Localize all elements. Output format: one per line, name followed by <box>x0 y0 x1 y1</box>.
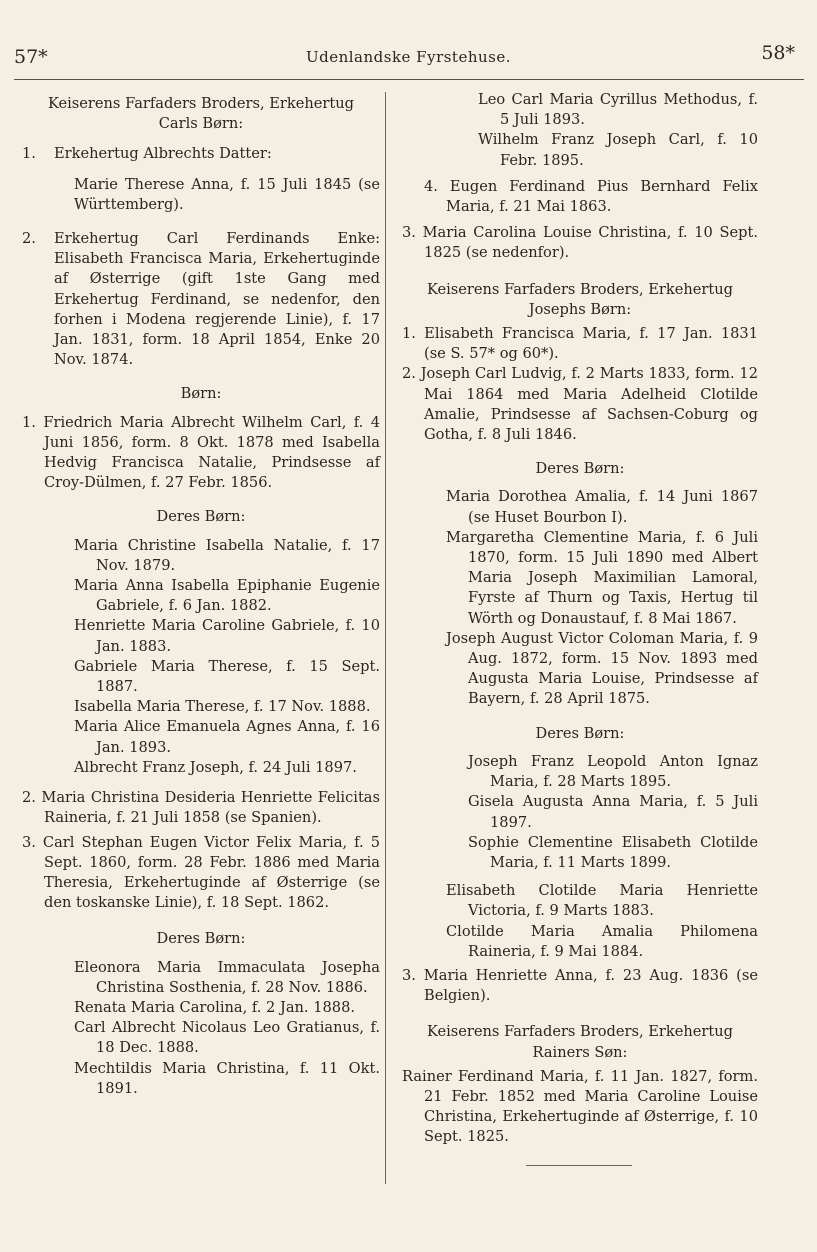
great-grandchild-entry: Joseph Franz Leopold Anton Ignaz Maria, f. 28 Marts 1895. <box>468 752 758 791</box>
list-item <box>22 229 380 370</box>
grandchild-entry: Margaretha Clementine Maria, f. 6 Juli 1870, form. 15 Juli 1890 med Albert Maria Joseph Maximilian Lamoral, Fyrste af Thurn og Taxis, Hertug til Wörth og Donaustauf, f. 8 Mai 1867. <box>446 528 758 627</box>
great-grandchild-entry: Sophie Clementine Elisabeth Clotilde Maria, f. 11 Marts 1899. <box>468 833 758 871</box>
section-heading-carl: Keiserens Farfaders Broders, Erkehertug Carls Børn: <box>47 95 354 133</box>
grandchild-entry: Eleonora Maria Immaculata Josepha Christina Sosthenia, f. 28 Nov. 1886. <box>74 958 380 996</box>
left-column <box>22 88 380 1099</box>
section-heading-joseph: Keiserens Farfaders Broders, Erkehertug Josephs Børn: <box>426 280 733 318</box>
item-number: 2. <box>22 230 36 248</box>
subheading: Deres Børn: <box>535 724 625 742</box>
grandchild-entry: Albrecht Franz Joseph, f. 24 Juli 1897. <box>74 758 357 776</box>
list-item <box>22 144 380 164</box>
grandchild-entry: Carl Albrecht Nicolaus Leo Gratianus, f. 18 Dec. 1888. <box>74 1019 380 1057</box>
column-divider <box>385 92 386 1184</box>
running-title: Udenlandske Fyrstehuse. <box>305 48 512 66</box>
list-item: 1. Elisabeth Francisca Maria, f. 17 Jan. 1831 (se S. 57* og 60*). <box>402 325 758 363</box>
subheading: Deres Børn: <box>156 930 246 948</box>
item-title: Erkehertug Albrechts Datter: <box>54 145 272 163</box>
grandchild-entry: Wilhelm Franz Joseph Carl, f. 10 Febr. 1895. <box>478 131 758 169</box>
entry-text: Marie Therese Anna, f. 15 Juli 1845 (se Württemberg). <box>74 175 380 213</box>
header-rule <box>14 79 804 80</box>
grandchild-entry: Henriette Maria Caroline Gabriele, f. 10 Jan. 1883. <box>74 617 380 655</box>
grandchild-entry: Renata Maria Carolina, f. 2 Jan. 1888. <box>74 998 355 1016</box>
subheading: Børn: <box>180 385 222 403</box>
child-entry: 2. Maria Christina Desideria Henriette Felicitas Raineria, f. 21 Juli 1858 (se Spanien). <box>22 789 380 827</box>
grandchild-entry: Clotilde Maria Amalia Philomena Raineria, f. 9 Mai 1884. <box>446 922 758 960</box>
right-column <box>402 88 758 1148</box>
grandchild-entry: Joseph August Victor Coloman Maria, f. 9 Aug. 1872, form. 15 Nov. 1893 med Augusta Maria Louise, Prindsesse af Bayern, f. 28 April 1875. <box>446 629 758 708</box>
list-item: 3. Maria Carolina Louise Christina, f. 10 Sept. 1825 (se nedenfor). <box>402 224 758 262</box>
child-entry: 4. Eugen Ferdinand Pius Bernhard Felix Maria, f. 21 Mai 1863. <box>424 177 758 216</box>
subheading: Deres Børn: <box>535 460 625 478</box>
grandchild-entry: Mechtildis Maria Christina, f. 11 Okt. 1891. <box>74 1059 380 1097</box>
entry-text: Erkehertug Carl Ferdinands Enke: Elisabeth Francisca Maria, Erkehertuginde af Østerrige (gift 1ste Gang med Erkehertug Ferdinand, se nedenfor, den forhen i Modena regjerende Linie), f. 17 Jan. 1831, form. 18 April 1854, Enke 20 Nov. 1874. <box>54 230 380 369</box>
entry-text: Rainer Ferdinand Maria, f. 11 Jan. 1827, form. 21 Febr. 1852 med Maria Caroline Louise Christina, Erkehertuginde af Østerrige, f. 10 Sept. 1825. <box>402 1067 758 1146</box>
great-grandchild-entry: Gisela Augusta Anna Maria, f. 5 Juli 1897. <box>468 793 758 831</box>
end-rule <box>526 1165 632 1166</box>
grandchild-entry: Maria Anna Isabella Epiphanie Eugenie Gabriele, f. 6 Jan. 1882. <box>74 577 380 615</box>
list-item: 3. Maria Henriette Anna, f. 23 Aug. 1836 (se Belgien). <box>402 966 758 1005</box>
page-number-right: 58* <box>761 42 795 64</box>
child-entry: 3. Carl Stephan Eugen Victor Felix Maria, f. 5 Sept. 1860, form. 28 Febr. 1886 med Maria Theresia, Erkehertuginde af Østerrige (se den toskanske Linie), f. 18 Sept. 1862. <box>22 833 380 912</box>
grandchild-entry: Leo Carl Maria Cyrillus Methodus, f. 5 Juli 1893. <box>478 91 758 129</box>
grandchild-entry: Elisabeth Clotilde Maria Henriette Victoria, f. 9 Marts 1883. <box>446 882 758 920</box>
subheading: Deres Børn: <box>156 508 246 526</box>
grandchild-entry: Maria Alice Emanuela Agnes Anna, f. 16 Jan. 1893. <box>74 718 380 756</box>
child-entry: 1. Friedrich Maria Albrecht Wilhelm Carl, f. 4 Juni 1856, form. 8 Okt. 1878 med Isabella Hedvig Francisca Natalie, Prindsesse af Croy-Dülmen, f. 27 Febr. 1856. <box>22 413 380 492</box>
list-item: 2. Joseph Carl Ludvig, f. 2 Marts 1833, form. 12 Mai 1864 med Maria Adelheid Clotilde Amalie, Prindsesse af Sachsen-Coburg og Gotha, f. 8 Juli 1846. <box>402 365 758 444</box>
page-header <box>0 40 817 80</box>
section-heading-rainer: Keiserens Farfaders Broders, Erkehertug Rainers Søn: <box>426 1023 733 1061</box>
grandchild-entry: Maria Dorothea Amalia, f. 14 Juni 1867 (se Huset Bourbon I). <box>446 488 758 526</box>
grandchild-entry: Gabriele Maria Therese, f. 15 Sept. 1887. <box>74 657 380 696</box>
item-number: 1. <box>22 145 36 163</box>
page-number-left: 57* <box>14 46 48 68</box>
grandchild-entry: Maria Christine Isabella Natalie, f. 17 Nov. 1879. <box>74 536 380 574</box>
grandchild-entry: Isabella Maria Therese, f. 17 Nov. 1888. <box>74 698 371 716</box>
